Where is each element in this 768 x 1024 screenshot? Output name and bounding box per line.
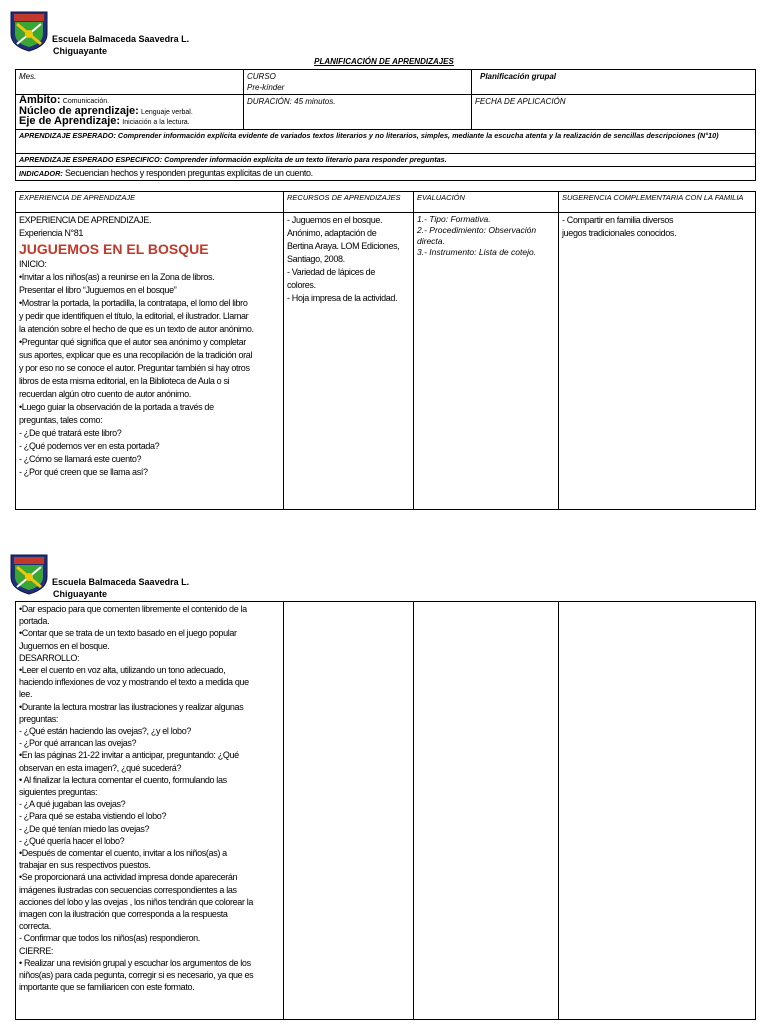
experiencia-line-page2: •Dar espacio para que comenten libremente el contenido de la xyxy=(19,604,247,614)
document-title: PLANIFICACIÓN DE APRENDIZAJES xyxy=(314,57,454,66)
evaluacion-line: directa. xyxy=(417,236,445,246)
school-name-page2: Escuela Balmaceda Saavedra L. xyxy=(52,577,190,587)
col-header-evaluacion: EVALUACIÓN xyxy=(414,192,559,213)
experiencia-line-page2: - ¿A qué jugaban las ovejas? xyxy=(19,799,126,810)
experiencia-line: - ¿Qué podemos ver en esta portada? xyxy=(19,441,160,451)
experiencia-line-page2: •Contar que se trata de un texto basado en el juego popular xyxy=(19,628,237,639)
fecha-cell: FECHA DE APLICACIÓN xyxy=(472,95,756,130)
experiencia-cell-page1 xyxy=(16,213,284,510)
recurso-line: Santiago, 2008. xyxy=(287,254,345,264)
experiencia-line: la atención sobre el hecho de que es un texto de autor anónimo. xyxy=(19,324,254,334)
experiencia-line: libros de esta misma editorial, en la Biblioteca de Aula o si xyxy=(19,376,230,386)
recurso-line: colores. xyxy=(287,280,316,290)
evaluacion-cell-page2 xyxy=(414,602,559,1020)
evaluacion-cell xyxy=(414,213,559,510)
curso-cell: CURSO Pre-kínder xyxy=(244,70,472,95)
experiencia-line: - ¿De qué tratará este libro? xyxy=(19,428,122,438)
experiencia-line-page2: lee. xyxy=(19,689,33,700)
evaluacion-line: 3.- Instrumento: Lista de cotejo. xyxy=(417,247,537,257)
experiencia-line: y pedir que identifiquen el título, la editorial, el ilustrador. Llamar xyxy=(19,311,249,321)
experiencia-line: •Luego guiar la observación de la portada a través de xyxy=(19,402,214,412)
recurso-line: - Variedad de lápices de xyxy=(287,267,375,277)
experiencia-line: •Mostrar la portada, la portadilla, la contratapa, el lomo del libro xyxy=(19,298,248,308)
experiencia-line: INICIO: xyxy=(19,259,47,269)
experiencia-line-page2: Juguemos en el bosque. xyxy=(19,640,110,651)
experiencia-line-page2: •Se proporcionará una actividad impresa donde aparecerán xyxy=(19,872,238,883)
sugerencia-cell-page2 xyxy=(559,602,756,1020)
mes-cell: Mes. xyxy=(16,70,244,95)
experience-table-page1 xyxy=(15,191,756,510)
experiencia-line-page2: trabajar en sus respectivos puestos. xyxy=(19,860,151,871)
evaluacion-line: 2.- Procedimiento: Observación xyxy=(417,225,537,235)
aprendizaje-especifico: APRENDIZAJE ESPERADO ESPECIFICO: Comprender información explícita de un texto literario para responder preguntas. xyxy=(16,153,756,166)
experiencia-line: - ¿Cómo se llamará este cuento? xyxy=(19,454,142,464)
experiencia-line-page2: importante que se familiaricen con este formato. xyxy=(19,982,195,993)
experiencia-line-page2: correcta. xyxy=(19,921,51,932)
recursos-cell xyxy=(284,213,414,510)
school-city: Chiguayante xyxy=(53,46,108,56)
recurso-line: - Hoja impresa de la actividad. xyxy=(287,293,398,303)
experiencia-line-page2: siguientes preguntas: xyxy=(19,787,98,798)
school-name: Escuela Balmaceda Saavedra L. xyxy=(52,34,190,44)
planificacion-cell: Planificación grupal xyxy=(472,70,756,95)
experiencia-line-page2: •En las páginas 21-22 invitar a anticipar, preguntando: ¿Qué xyxy=(19,750,239,761)
recurso-line: Anónimo, adaptación de xyxy=(287,228,377,238)
experiencia-line-page2: • Al finalizar la lectura comentar el cuento, formulando las xyxy=(19,774,227,785)
experiencia-line-page2: - ¿Qué quería hacer el lobo? xyxy=(19,835,125,846)
experiencia-line-page2: - ¿Por qué arrancan las ovejas? xyxy=(19,738,137,749)
experiencia-number: Experiencia N°81 xyxy=(19,228,84,238)
experiencia-line-page2: imagen con la ilustración que corresponda a la respuesta xyxy=(19,909,228,920)
sugerencia-line: juegos tradicionales conocidos. xyxy=(562,228,677,238)
sugerencia-line: - Compartir en familia diversos xyxy=(562,215,674,225)
experiencia-heading: EXPERIENCIA DE APRENDIZAJE. xyxy=(19,215,152,225)
experiencia-line-page2: portada. xyxy=(19,616,50,627)
experiencia-line-page2: • Realizar una revisión grupal y escuchar los argumentos de los xyxy=(19,957,251,968)
experiencia-line-page2: - ¿Qué están haciendo las ovejas?, ¿y el lobo? xyxy=(19,726,192,737)
recurso-line: - Juguemos en el bosque. xyxy=(287,215,383,225)
col-header-recursos: RECURSOS DE APRENDIZAJES xyxy=(284,192,414,213)
experiencia-line: sus aportes, explicar que es una recopilación de la tradición oral xyxy=(19,350,253,360)
experiencia-line-page2: •Durante la lectura mostrar las ilustraciones y realizar algunas xyxy=(19,701,244,712)
recurso-line: Bertina Araya. LOM Ediciones, xyxy=(287,241,400,251)
col-header-experiencia: EXPERIENCIA DE APRENDIZAJE xyxy=(16,192,284,213)
ambito-cell: Ambito: Comunicación. Núcleo de aprendizaje: Lenguaje verbal. Eje de Aprendizaje: Iniciación a la lectura. xyxy=(16,95,244,130)
experiencia-title: JUGUEMOS EN EL BOSQUE xyxy=(19,241,209,257)
experiencia-line: preguntas, tales como: xyxy=(19,415,103,425)
experiencia-lines-page1 xyxy=(19,258,280,479)
school-city-page2: Chiguayante xyxy=(53,589,108,599)
experiencia-line-page2: acciones del lobo y las ovejas , los niños tendrán que colorear la xyxy=(19,896,254,907)
experiencia-line-page2: observan en esta imagen?, ¿qué sucederá? xyxy=(19,762,182,773)
experiencia-line: •Invitar a los niños(as) a reunirse en la Zona de libros. xyxy=(19,272,215,282)
indicador: INDICADOR: Secuencian hechos y responden preguntas explícitas de un cuento. xyxy=(16,166,756,180)
school-crest-logo xyxy=(9,10,49,52)
duracion-cell: DURACIÓN: 45 minutos. xyxy=(244,95,472,130)
experiencia-line: y por eso no se conoce el autor. Preguntar también si hay otros xyxy=(19,363,250,373)
experiencia-line-page2: CIERRE: xyxy=(19,945,54,956)
experiencia-line-page2: preguntas: xyxy=(19,713,59,724)
experiencia-line-page2: - ¿Para qué se estaba vistiendo el lobo? xyxy=(19,811,167,822)
experiencia-line-page2: •Leer el cuento en voz alta, utilizando un tono adecuado, xyxy=(19,665,226,676)
experiencia-line: recuerdan algún otro cuento de autor anónimo. xyxy=(19,389,191,399)
header-table xyxy=(15,69,756,181)
experiencia-line-page2: •Después de comentar el cuento, invitar a los niños(as) a xyxy=(19,848,227,859)
col-header-sugerencia: SUGERENCIA COMPLEMENTARIA CON LA FAMILIA xyxy=(559,192,756,213)
experiencia-line-page2: haciendo inflexiones de voz y mostrando el texto a medida que xyxy=(19,677,249,688)
experiencia-line: •Preguntar qué significa que el autor sea anónimo y completar xyxy=(19,337,246,347)
recursos-cell-page2 xyxy=(284,602,414,1020)
experiencia-line-page2: - Confirmar que todos los niños(as) respondieron. xyxy=(19,933,200,944)
experiencia-line-page2: - ¿De qué tenían miedo las ovejas? xyxy=(19,823,150,834)
experiencia-line-page2: niños(as) para cada pegunta, corregir si es necesario, ya que es xyxy=(19,970,254,981)
experiencia-line: Presentar el libro “Juguemos en el bosque” xyxy=(19,285,177,295)
experiencia-line: - ¿Por qué creen que se llama así? xyxy=(19,467,148,477)
sugerencia-cell xyxy=(559,213,756,510)
experiencia-cell-page2 xyxy=(16,602,284,1020)
experience-table-page2 xyxy=(15,601,756,1020)
experiencia-line-page2: imágenes ilustradas con secuencias correspondientes a las xyxy=(19,884,237,895)
experiencia-line-page2: DESARROLLO: xyxy=(19,652,80,663)
aprendizaje-esperado: APRENDIZAJE ESPERADO: Comprender información explícita evidente de variados textos literarios y no literarios, simples, mediante la escucha atenta y la realización de sencillas descripciones (N°10) xyxy=(16,129,756,153)
evaluacion-line: 1.- Tipo: Formativa. xyxy=(417,214,491,224)
school-crest-logo-page2 xyxy=(9,553,49,595)
